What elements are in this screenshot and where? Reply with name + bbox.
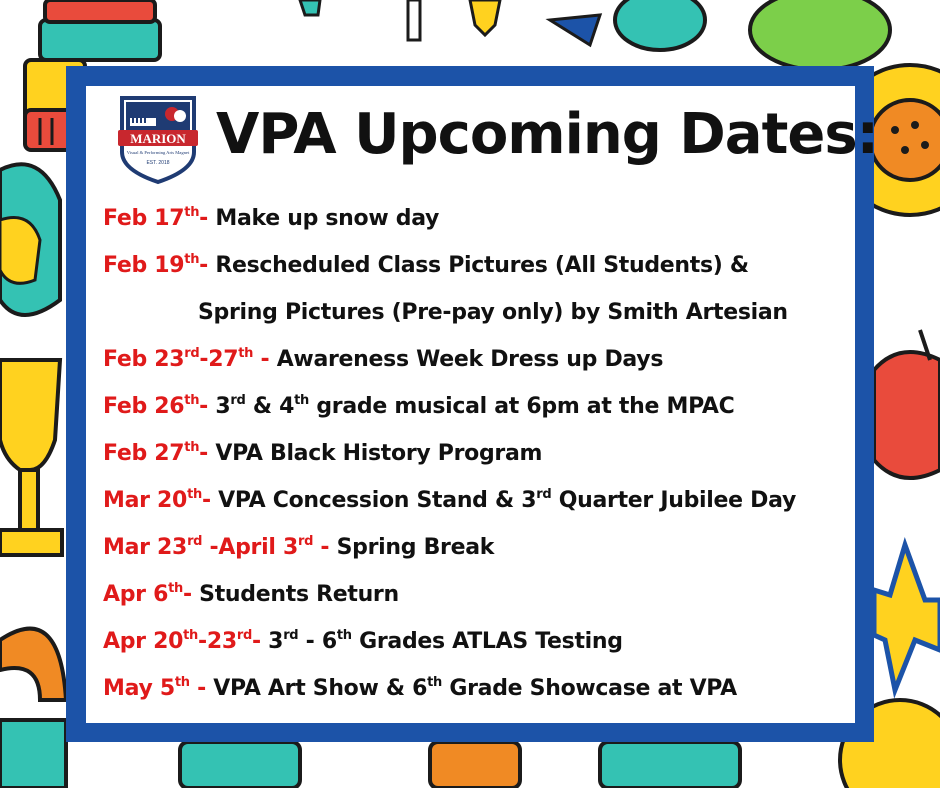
- event-date: [103, 347, 269, 372]
- text-segment: Rescheduled Class Pictures (All Students) &: [208, 253, 749, 278]
- event-line: [103, 535, 494, 560]
- text-segment: -: [182, 582, 192, 607]
- star-icon: [874, 545, 940, 690]
- ordinal-suffix: rd: [187, 534, 203, 549]
- event-line: [103, 253, 749, 278]
- text-segment: -: [189, 676, 206, 701]
- page-title: VPA Upcoming Dates:: [216, 102, 879, 167]
- event-description: [198, 300, 788, 325]
- leaf-shape-icon: [0, 164, 60, 315]
- text-segment: Make up snow day: [208, 206, 440, 231]
- text-segment: -: [201, 488, 211, 513]
- text-segment: May 5: [103, 676, 175, 701]
- event-line: [103, 629, 623, 654]
- event-line: [198, 300, 788, 325]
- event-date: [103, 535, 329, 560]
- text-segment: -23: [197, 629, 237, 654]
- event-line: [103, 441, 542, 466]
- text-segment: -: [199, 394, 208, 419]
- ordinal-suffix: rd: [536, 487, 552, 502]
- event-line: [103, 488, 796, 513]
- text-segment: Students Return: [191, 582, 399, 607]
- ordinal-suffix: rd: [230, 393, 246, 408]
- text-segment: -April 3: [202, 535, 298, 560]
- event-description: [329, 535, 494, 560]
- logo-name-text: MARION: [130, 131, 186, 146]
- text-segment: -: [199, 206, 208, 231]
- text-segment: Feb 17: [103, 206, 185, 231]
- event-date: [103, 629, 261, 654]
- text-segment: -27: [199, 347, 239, 372]
- event-date: [103, 488, 211, 513]
- text-segment: 3: [208, 394, 231, 419]
- ordinal-suffix: th: [238, 346, 254, 361]
- ordinal-suffix: rd: [236, 628, 252, 643]
- text-segment: Grades ATLAS Testing: [351, 629, 623, 654]
- text-segment: Quarter Jubilee Day: [551, 488, 796, 513]
- text-segment: Grade Showcase at VPA: [442, 676, 737, 701]
- event-date: [103, 582, 192, 607]
- event-description: [269, 347, 663, 372]
- text-segment: -: [253, 347, 270, 372]
- ordinal-suffix: th: [168, 581, 183, 596]
- text-segment: Apr 6: [103, 582, 169, 607]
- event-description: [208, 253, 749, 278]
- text-segment: -: [251, 629, 261, 654]
- event-date: [103, 206, 208, 231]
- event-line: [103, 394, 734, 419]
- text-segment: VPA Black History Program: [208, 441, 543, 466]
- protractor-icon: [0, 629, 66, 788]
- text-segment: Mar 23: [103, 535, 188, 560]
- text-segment: Spring Break: [329, 535, 495, 560]
- event-date: [103, 253, 208, 278]
- text-segment: & 4: [245, 394, 295, 419]
- logo-subtitle-text: Visual & Performing Arts Magnet: [126, 150, 190, 155]
- text-segment: VPA Art Show & 6: [205, 676, 428, 701]
- text-segment: 3: [260, 629, 284, 654]
- event-description: [192, 582, 399, 607]
- event-description: [208, 441, 542, 466]
- text-segment: Spring Pictures (Pre-pay only) by Smith Artesian: [198, 300, 788, 325]
- event-description: [208, 206, 439, 231]
- ordinal-suffix: th: [294, 393, 309, 408]
- apple-icon: [550, 0, 890, 70]
- event-description: [208, 394, 734, 419]
- event-line: [103, 582, 399, 607]
- pencil-icon: [300, 0, 500, 40]
- ordinal-suffix: th: [427, 675, 443, 690]
- event-date: [103, 441, 208, 466]
- event-description: [261, 629, 623, 654]
- event-description: [211, 488, 796, 513]
- text-segment: VPA Concession Stand & 3: [210, 488, 537, 513]
- text-segment: Mar 20: [103, 488, 188, 513]
- text-segment: Feb 26: [103, 394, 185, 419]
- text-segment: - 6: [298, 629, 337, 654]
- logo-est-text: EST. 2018: [146, 160, 170, 166]
- text-segment: -: [199, 253, 208, 278]
- event-description: [206, 676, 737, 701]
- ordinal-suffix: th: [183, 628, 198, 643]
- text-segment: Feb 19: [103, 253, 185, 278]
- text-segment: -: [199, 441, 208, 466]
- trophy-icon: [0, 360, 62, 555]
- event-line: [103, 347, 663, 372]
- ordinal-suffix: rd: [297, 534, 314, 549]
- text-segment: -: [313, 535, 330, 560]
- ordinal-suffix: th: [184, 440, 200, 455]
- text-segment: grade musical at 6pm at the MPAC: [309, 394, 735, 419]
- ordinal-suffix: th: [174, 675, 190, 690]
- red-apple-icon: [874, 330, 940, 478]
- ordinal-suffix: th: [187, 487, 202, 502]
- ordinal-suffix: th: [184, 205, 200, 220]
- ordinal-suffix: th: [184, 252, 200, 267]
- ordinal-suffix: rd: [283, 628, 299, 643]
- event-line: [103, 676, 737, 701]
- ordinal-suffix: rd: [184, 346, 200, 361]
- ordinal-suffix: th: [336, 628, 352, 643]
- text-segment: Feb 27: [103, 441, 185, 466]
- text-segment: Apr 20: [103, 629, 184, 654]
- marion-logo: [110, 92, 206, 186]
- ordinal-suffix: th: [184, 393, 200, 408]
- text-segment: Feb 23: [103, 347, 185, 372]
- event-line: [103, 206, 439, 231]
- event-date: [103, 676, 206, 701]
- event-date: [103, 394, 208, 419]
- text-segment: Awareness Week Dress up Days: [269, 347, 664, 372]
